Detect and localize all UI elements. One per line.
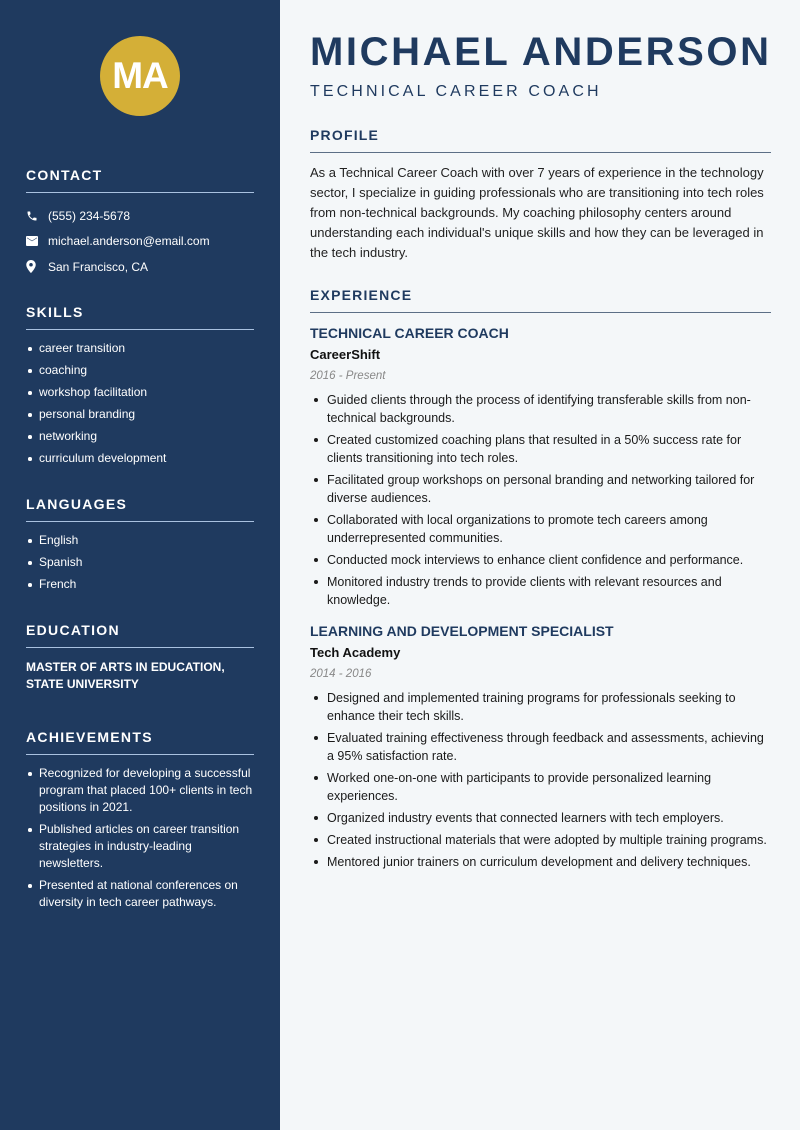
email-icon [26,236,48,246]
job-bullet: Organized industry events that connected learners with tech employers. [310,809,771,827]
contact-location-text: San Francisco, CA [48,259,149,274]
job-bullet: Conducted mock interviews to enhance client confidence and performance. [310,551,771,569]
job-bullet: Mentored junior trainers on curriculum development and delivery techniques. [310,853,771,871]
location-pin-icon [26,260,48,273]
job-bullet: Worked one-on-one with participants to provide personalized learning experiences. [310,769,771,805]
candidate-name: MICHAEL ANDERSON [310,30,772,74]
achievements-title: ACHIEVEMENTS [26,729,254,755]
job-dates: 2014 - 2016 [310,668,372,680]
skills-title: SKILLS [26,304,254,330]
skill-item: career transition [26,340,254,357]
job-role: LEARNING AND DEVELOPMENT SPECIALIST [310,623,614,639]
contact-section [26,167,254,280]
language-item: Spanish [26,554,254,571]
achievements-section [26,729,254,916]
profile-title: PROFILE [310,127,771,153]
languages-title: LANGUAGES [26,496,254,522]
achievement-item: Published articles on career transition strategies in industry-leading newsletters. [26,821,254,872]
contact-phone-text: (555) 234-5678 [48,208,131,223]
candidate-title: TECHNICAL CAREER COACH [310,83,602,100]
job-entry [310,323,771,609]
languages-section [26,496,254,598]
job-bullet: Monitored industry trends to provide clients with relevant resources and knowledge. [310,573,771,609]
job-bullets [310,689,771,871]
contact-email-text: michael.anderson@email.com [48,234,210,249]
experience-section [310,287,771,883]
achievement-item: Recognized for developing a successful program that placed 100+ clients in tech positions in 2021. [26,765,254,816]
job-role: TECHNICAL CAREER COACH [310,325,509,341]
job-bullets [310,391,771,609]
skill-item: workshop facilitation [26,384,254,401]
experience-title: EXPERIENCE [310,287,771,313]
contact-email [26,229,254,255]
job-bullet: Created customized coaching plans that resulted in a 50% success rate for clients transitioning into tech roles. [310,431,771,467]
contact-phone [26,203,254,229]
job-entry [310,621,771,871]
job-bullet: Designed and implemented training programs for professionals seeking to enhance their tech skills. [310,689,771,725]
job-bullet: Collaborated with local organizations to promote tech careers among underrepresented communities. [310,511,771,547]
profile-text: As a Technical Career Coach with over 7 years of experience in the technology sector, I specialize in guiding professionals who are transitioning into tech roles from non-technical backgrounds. My coaching philosophy centers around understanding each individual's unique skills and how they can be leveraged in the tech industry. [310,165,764,260]
language-item: French [26,576,254,593]
contact-title: CONTACT [26,167,254,193]
job-company: CareerShift [310,347,381,362]
skills-section [26,304,254,472]
education-section [26,622,254,693]
language-item: English [26,532,254,549]
profile-section [310,127,771,263]
achievement-item: Presented at national conferences on diversity in tech career pathways. [26,877,254,911]
sidebar [0,0,280,1130]
skill-item: curriculum development [26,450,254,467]
education-degree: MASTER OF ARTS IN EDUCATION, STATE UNIVERSITY [26,660,225,691]
job-bullet: Guided clients through the process of identifying transferable skills from non-technical backgrounds. [310,391,771,427]
skill-item: personal branding [26,406,254,423]
avatar-initials: MA [100,36,180,116]
skills-list [26,340,254,467]
contact-location [26,254,254,280]
job-bullet: Created instructional materials that were adopted by multiple training programs. [310,831,771,849]
phone-icon [26,210,48,222]
education-title: EDUCATION [26,622,254,648]
job-company: Tech Academy [310,645,401,660]
skill-item: networking [26,428,254,445]
job-bullet: Evaluated training effectiveness through feedback and assessments, achieving a 95% satisfaction rate. [310,729,771,765]
job-dates: 2016 - Present [310,370,386,382]
achievements-list [26,765,254,911]
job-bullet: Facilitated group workshops on personal branding and networking tailored for diverse audiences. [310,471,771,507]
skill-item: coaching [26,362,254,379]
languages-list [26,532,254,593]
